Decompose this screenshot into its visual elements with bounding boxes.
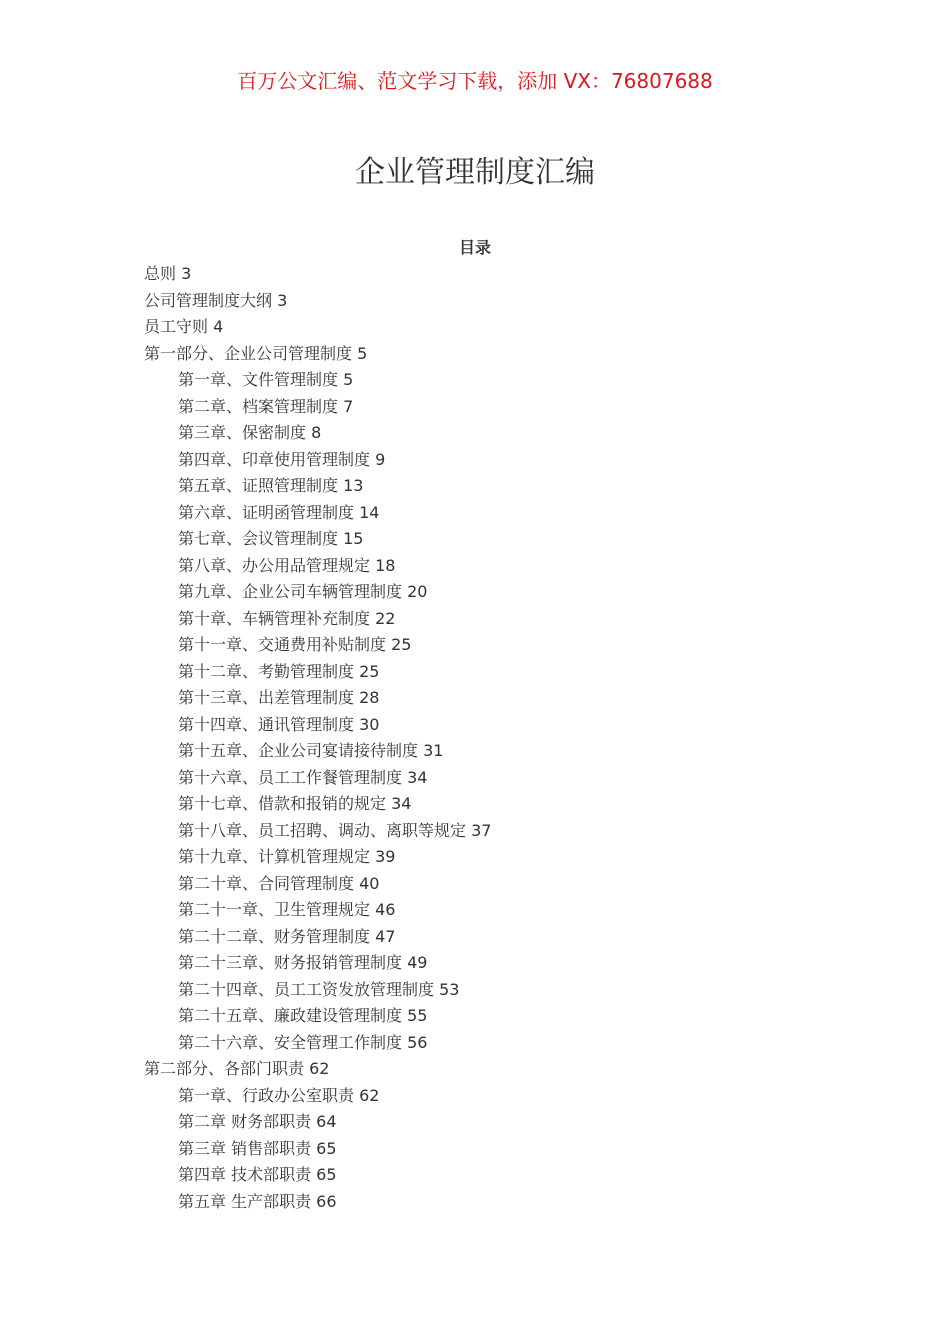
toc-chapter-entry[interactable]: 第五章、证照管理制度 13 [178,476,364,495]
toc-chapter-entry[interactable]: 第二十三章、财务报销管理制度 49 [178,953,428,972]
toc-chapter-entry[interactable]: 第九章、企业公司车辆管理制度 20 [178,582,428,601]
toc-part-entry[interactable]: 第一部分、企业公司管理制度 5 [144,343,368,363]
toc-chapter-entry[interactable]: 第二十一章、卫生管理规定 46 [178,900,396,919]
watermark-banner: 百万公文汇编、范文学习下载，添加 VX：76807688 [237,69,713,93]
toc-chapter-entry[interactable]: 第三章 销售部职责 65 [178,1138,337,1158]
toc-chapter-entry[interactable]: 第十一章、交通费用补贴制度 25 [178,635,412,654]
toc-chapter-entry[interactable]: 第二十章、合同管理制度 40 [178,873,380,893]
toc-chapter-entry[interactable]: 第四章、印章使用管理制度 9 [178,449,386,469]
toc-chapter-entry[interactable]: 第二十六章、安全管理工作制度 56 [178,1032,428,1052]
toc-heading: 目录 [458,238,491,257]
toc-part-entry[interactable]: 公司管理制度大纲 3 [144,290,288,310]
toc-chapter-entry[interactable]: 第七章、会议管理制度 15 [178,529,364,548]
toc-chapter-entry[interactable]: 第五章 生产部职责 66 [178,1191,337,1211]
toc-chapter-entry[interactable]: 第三章、保密制度 8 [178,423,322,442]
toc-chapter-entry[interactable]: 第一章、行政办公室职责 62 [178,1085,380,1105]
toc-chapter-entry[interactable]: 第十三章、出差管理制度 28 [178,688,380,707]
toc-chapter-entry[interactable]: 第十六章、员工工作餐管理制度 34 [178,767,428,787]
toc-chapter-entry[interactable]: 第十章、车辆管理补充制度 22 [178,608,396,628]
toc-chapter-entry[interactable]: 第六章、证明函管理制度 14 [178,502,380,522]
toc-chapter-entry[interactable]: 第四章 技术部职责 65 [178,1165,337,1184]
toc-chapter-entry[interactable]: 第二章、档案管理制度 7 [178,396,354,416]
toc-chapter-entry[interactable]: 第二十五章、廉政建设管理制度 55 [178,1006,428,1025]
toc-chapter-entry[interactable]: 第十二章、考勤管理制度 25 [178,661,380,681]
toc-part-entry[interactable]: 员工守则 4 [144,317,224,336]
toc-chapter-entry[interactable]: 第一章、文件管理制度 5 [178,370,354,389]
toc-part-entry[interactable]: 总则 3 [144,264,192,283]
toc-chapter-entry[interactable]: 第十八章、员工招聘、调动、离职等规定 37 [178,820,492,840]
toc-chapter-entry[interactable]: 第二章 财务部职责 64 [178,1112,337,1131]
toc-part-entry[interactable]: 第二部分、各部门职责 62 [144,1059,330,1078]
table-of-contents [144,261,491,1215]
toc-chapter-entry[interactable]: 第十四章、通讯管理制度 30 [178,714,380,734]
toc-chapter-entry[interactable]: 第八章、办公用品管理规定 18 [178,555,396,575]
toc-chapter-entry[interactable]: 第十九章、计算机管理规定 39 [178,847,396,866]
toc-chapter-entry[interactable]: 第十七章、借款和报销的规定 34 [178,794,412,813]
toc-chapter-entry[interactable]: 第十五章、企业公司宴请接待制度 31 [178,741,444,760]
document-title: 企业管理制度汇编 [355,155,595,190]
toc-chapter-entry[interactable]: 第二十四章、员工工资发放管理制度 53 [178,979,460,999]
toc-chapter-entry[interactable]: 第二十二章、财务管理制度 47 [178,926,396,946]
